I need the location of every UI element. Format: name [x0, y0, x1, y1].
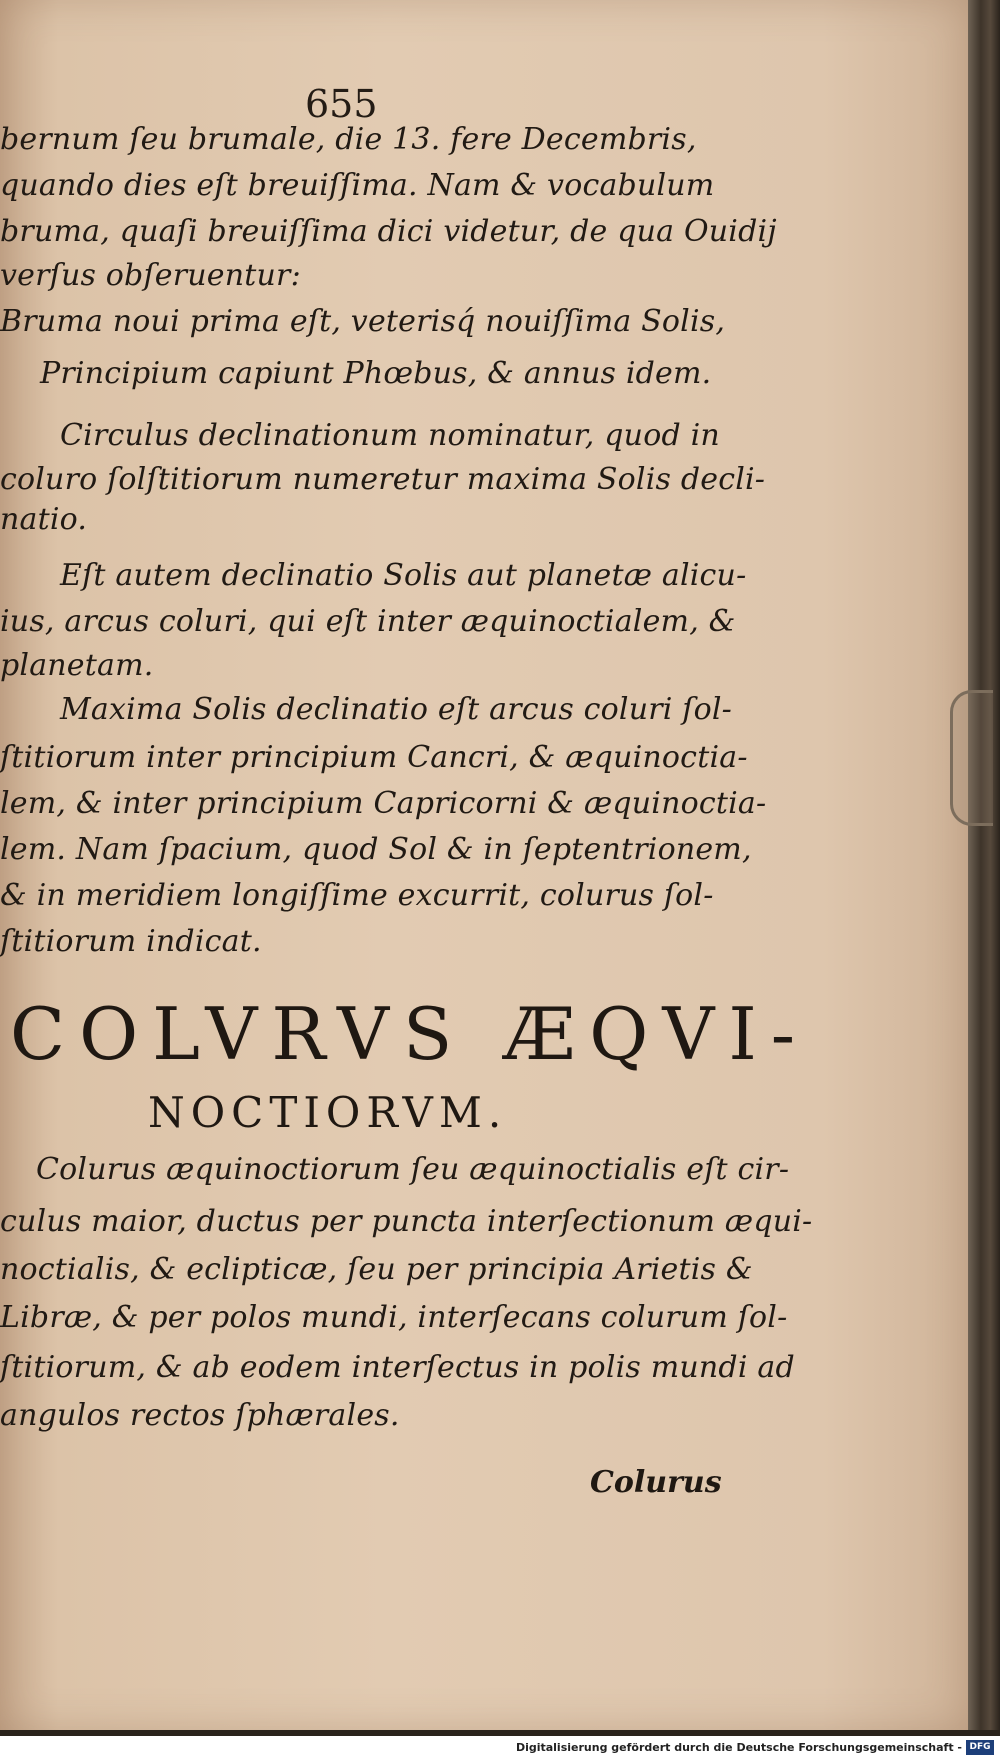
text-line: & in meridiem longiſſime excurrit, colurus ſol- — [0, 878, 714, 913]
text-line: lem, & inter principium Capricorni & æquinoctia- — [0, 786, 767, 821]
text-line: bernum ſeu brumale, die 13. fere Decembris, — [0, 122, 697, 157]
text-line: Principium capiunt Phœbus, & annus idem. — [40, 356, 712, 391]
text-line: natio. — [0, 502, 88, 537]
text-line: bruma, quaſi breuiſſima dici videtur, de qua Ouidij — [0, 214, 777, 249]
text-line: ſtitiorum indicat. — [0, 924, 262, 959]
text-line: quando dies eſt breuiſſima. Nam & vocabulum — [0, 168, 715, 203]
dfg-logo: DFG — [966, 1740, 994, 1755]
text-line: ſtitiorum, & ab eodem interſectus in polis mundi ad — [0, 1350, 795, 1385]
digitization-credit: Digitalisierung gefördert durch die Deutsche Forschungsgemeinschaft - — [515, 1741, 962, 1754]
text-line: angulos rectos ſphærales. — [0, 1398, 400, 1433]
book-edge — [968, 0, 1000, 1730]
text-line: Maxima Solis declinatio eſt arcus coluri ſol- — [60, 692, 733, 727]
book-clasp — [950, 690, 993, 826]
text-line: Libræ, & per polos mundi, interſecans colurum ſol- — [0, 1300, 788, 1335]
text-line: culus maior, ductus per puncta interſectionum æqui- — [0, 1204, 813, 1239]
text-line: coluro ſolſtitiorum numeretur maxima Solis decli- — [0, 462, 766, 497]
text-line: noctialis, & eclipticæ, ſeu per principia Arietis & — [0, 1252, 753, 1287]
section-heading-continued: NOCTIORVM. — [148, 1088, 508, 1137]
text-line: ſtitiorum inter principium Cancri, & æquinoctia- — [0, 740, 748, 775]
section-heading: COLVRVS ÆQVI- — [10, 992, 810, 1076]
text-line: Bruma noui prima eſt, veterisq́ nouiſſima Solis, — [0, 304, 726, 339]
text-line: Colurus æquinoctiorum ſeu æquinoctialis eſt cir- — [36, 1152, 790, 1187]
text-line: Circulus declinationum nominatur, quod in — [60, 418, 720, 453]
text-line: planetam. — [0, 648, 154, 683]
text-line: lem. Nam ſpacium, quod Sol & in ſeptentrionem, — [0, 832, 752, 867]
page-number: 655 — [305, 82, 378, 126]
text-line: verſus obſeruentur: — [0, 258, 301, 293]
catchword: Colurus — [590, 1465, 722, 1500]
text-line: ius, arcus coluri, qui eſt inter æquinoctialem, & — [0, 604, 736, 639]
text-line: Eſt autem declinatio Solis aut planetæ alicu- — [60, 558, 747, 593]
